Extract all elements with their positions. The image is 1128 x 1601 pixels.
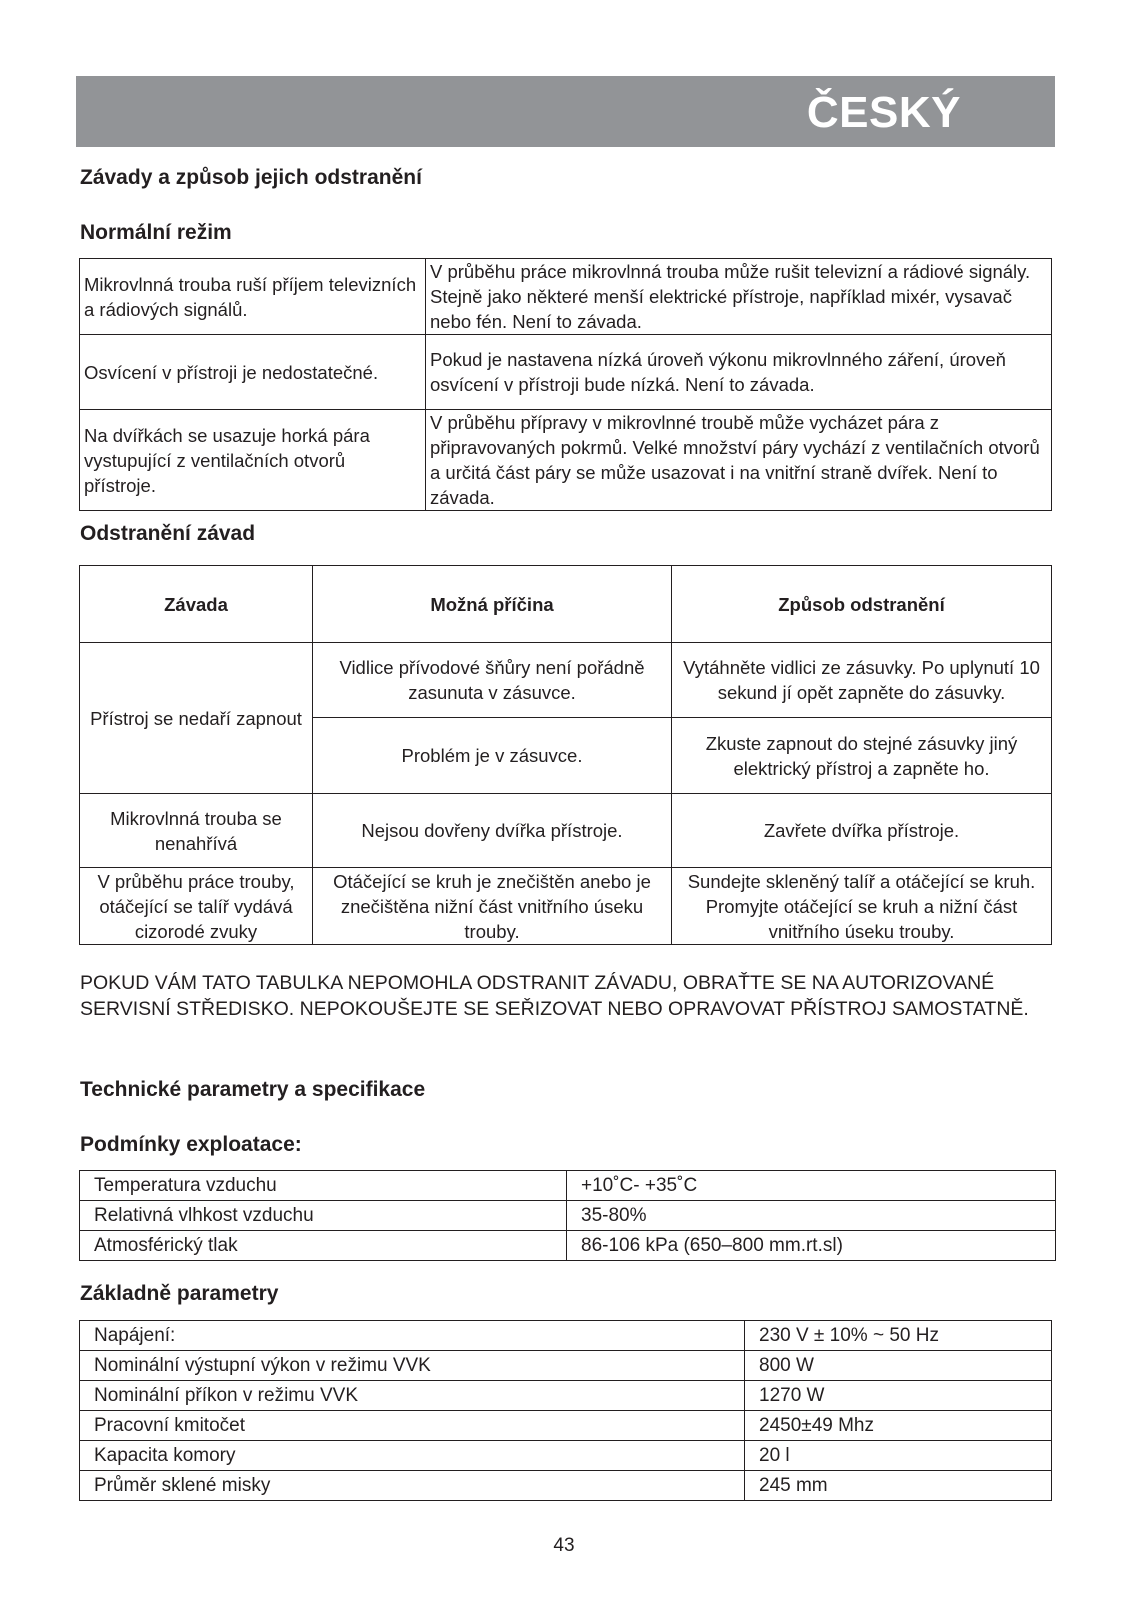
conditions-heading: Podmínky exploatace: (80, 1133, 302, 1156)
language-banner (76, 76, 1055, 147)
specs-heading: Technické parametry a specifikace (80, 1078, 426, 1101)
conditions-table (79, 1170, 1056, 1261)
symptom-cell: Mikrovlnná trouba ruší příjem televizních a rádiových signálů. (80, 259, 426, 335)
table-row (80, 410, 1052, 511)
symptom-cell: Osvícení v přístroji je nedostatečné. (80, 335, 426, 410)
fault-cell: V průběhu práce trouby, otáčející se talíř vydává cizorodé zvuky (80, 868, 313, 945)
cause-cell: Nejsou dovřeny dvířka přístroje. (313, 794, 672, 868)
faults-heading: Závady a způsob jejich odstranění (80, 166, 422, 189)
param-value: 245 mm (745, 1471, 1052, 1501)
table-row (80, 1381, 1052, 1411)
basic-params-heading: Základně parametry (80, 1282, 279, 1305)
table-header-row (80, 566, 1052, 643)
normal-mode-heading: Normální režim (80, 221, 232, 244)
param-value: 20 l (745, 1441, 1052, 1471)
remedy-cell: Zavřete dvířka přístroje. (672, 794, 1052, 868)
table-row (80, 794, 1052, 868)
table-row (80, 868, 1052, 945)
param-label: Relativná vlhkost vzduchu (80, 1201, 567, 1231)
page-number: 43 (553, 1535, 575, 1556)
table-row (80, 1471, 1052, 1501)
param-label: Nominální výstupní výkon v režimu VVK (80, 1351, 745, 1381)
param-label: Průměr sklené misky (80, 1471, 745, 1501)
param-value: 2450±49 Mhz (745, 1411, 1052, 1441)
param-value: 35-80% (567, 1201, 1056, 1231)
cause-cell: Otáčející se kruh je znečištěn anebo je znečištěna nižní část vnitřního úseku trouby. (313, 868, 672, 945)
cause-cell: Problém je v zásuvce. (313, 718, 672, 794)
basic-params-table (79, 1320, 1052, 1501)
param-value: 230 V ± 10% ~ 50 Hz (745, 1321, 1052, 1351)
table-row (80, 1441, 1052, 1471)
remedy-cell: Zkuste zapnout do stejné zásuvky jiný elektrický přístroj a zapněte ho. (672, 718, 1052, 794)
table-row (80, 643, 1052, 718)
table-row (80, 1321, 1052, 1351)
table-row (80, 1201, 1056, 1231)
service-notice: POKUD VÁM TATO TABULKA NEPOMOHLA ODSTRANIT ZÁVADU, OBRAŤTE SE NA AUTORIZOVANÉ SERVISNÍ STŘEDISKO. NEPOKOUŠEJTE SE SEŘIZOVAT NEBO OPRAVOVAT PŘÍSTROJ SAMOSTATNĚ. (80, 972, 1029, 1020)
param-label: Nominální příkon v režimu VVK (80, 1381, 745, 1411)
normal-mode-table (79, 258, 1052, 511)
explanation-cell: V průběhu práce mikrovlnná trouba může rušit televizní a rádiové signály. Stejně jako některé menší elektrické přístroje, například mixér, vysavač nebo fén. Není to závada. (426, 259, 1052, 335)
table-row (80, 335, 1052, 410)
troubleshooting-table (79, 565, 1052, 945)
table-row (80, 1171, 1056, 1201)
param-value: +10˚C- +35˚C (567, 1171, 1056, 1201)
fault-cell: Přístroj se nedaří zapnout (80, 643, 313, 794)
param-value: 800 W (745, 1351, 1052, 1381)
remedy-cell: Vytáhněte vidlici ze zásuvky. Po uplynutí 10 sekund jí opět zapněte do zásuvky. (672, 643, 1052, 718)
remedy-cell: Sundejte skleněný talíř a otáčející se kruh. Promyjte otáčející se kruh a nižní část vnitřního úseku trouby. (672, 868, 1052, 945)
param-label: Pracovní kmitočet (80, 1411, 745, 1441)
column-header-fault: Závada (80, 566, 313, 643)
explanation-cell: Pokud je nastavena nízká úroveň výkonu mikrovlnného záření, úroveň osvícení v přístroji bude nízká. Není to závada. (426, 335, 1052, 410)
symptom-cell: Na dvířkách se usazuje horká pára vystupující z ventilačních otvorů přístroje. (80, 410, 426, 511)
param-value: 86-106 kPa (650–800 mm.rt.sl) (567, 1231, 1056, 1261)
troubleshooting-heading: Odstranění závad (80, 522, 256, 545)
column-header-cause: Možná příčina (313, 566, 672, 643)
language-title: ČESKÝ (806, 88, 961, 137)
param-label: Temperatura vzduchu (80, 1171, 567, 1201)
column-header-remedy: Způsob odstranění (672, 566, 1052, 643)
table-row (80, 1231, 1056, 1261)
fault-cell: Mikrovlnná trouba se nenahřívá (80, 794, 313, 868)
table-row (80, 1411, 1052, 1441)
param-label: Napájení: (80, 1321, 745, 1351)
param-label: Kapacita komory (80, 1441, 745, 1471)
table-row (80, 259, 1052, 335)
table-row (80, 1351, 1052, 1381)
explanation-cell: V průběhu přípravy v mikrovlnné troubě může vycházet pára z připravovaných pokrmů. Velké množství páry vychází z ventilačních otvorů a určitá část páry se může usazovat i na vnitřní straně dvířek. Není to závada. (426, 410, 1052, 511)
param-value: 1270 W (745, 1381, 1052, 1411)
param-label: Atmosférický tlak (80, 1231, 567, 1261)
cause-cell: Vidlice přívodové šňůry není pořádně zasunuta v zásuvce. (313, 643, 672, 718)
